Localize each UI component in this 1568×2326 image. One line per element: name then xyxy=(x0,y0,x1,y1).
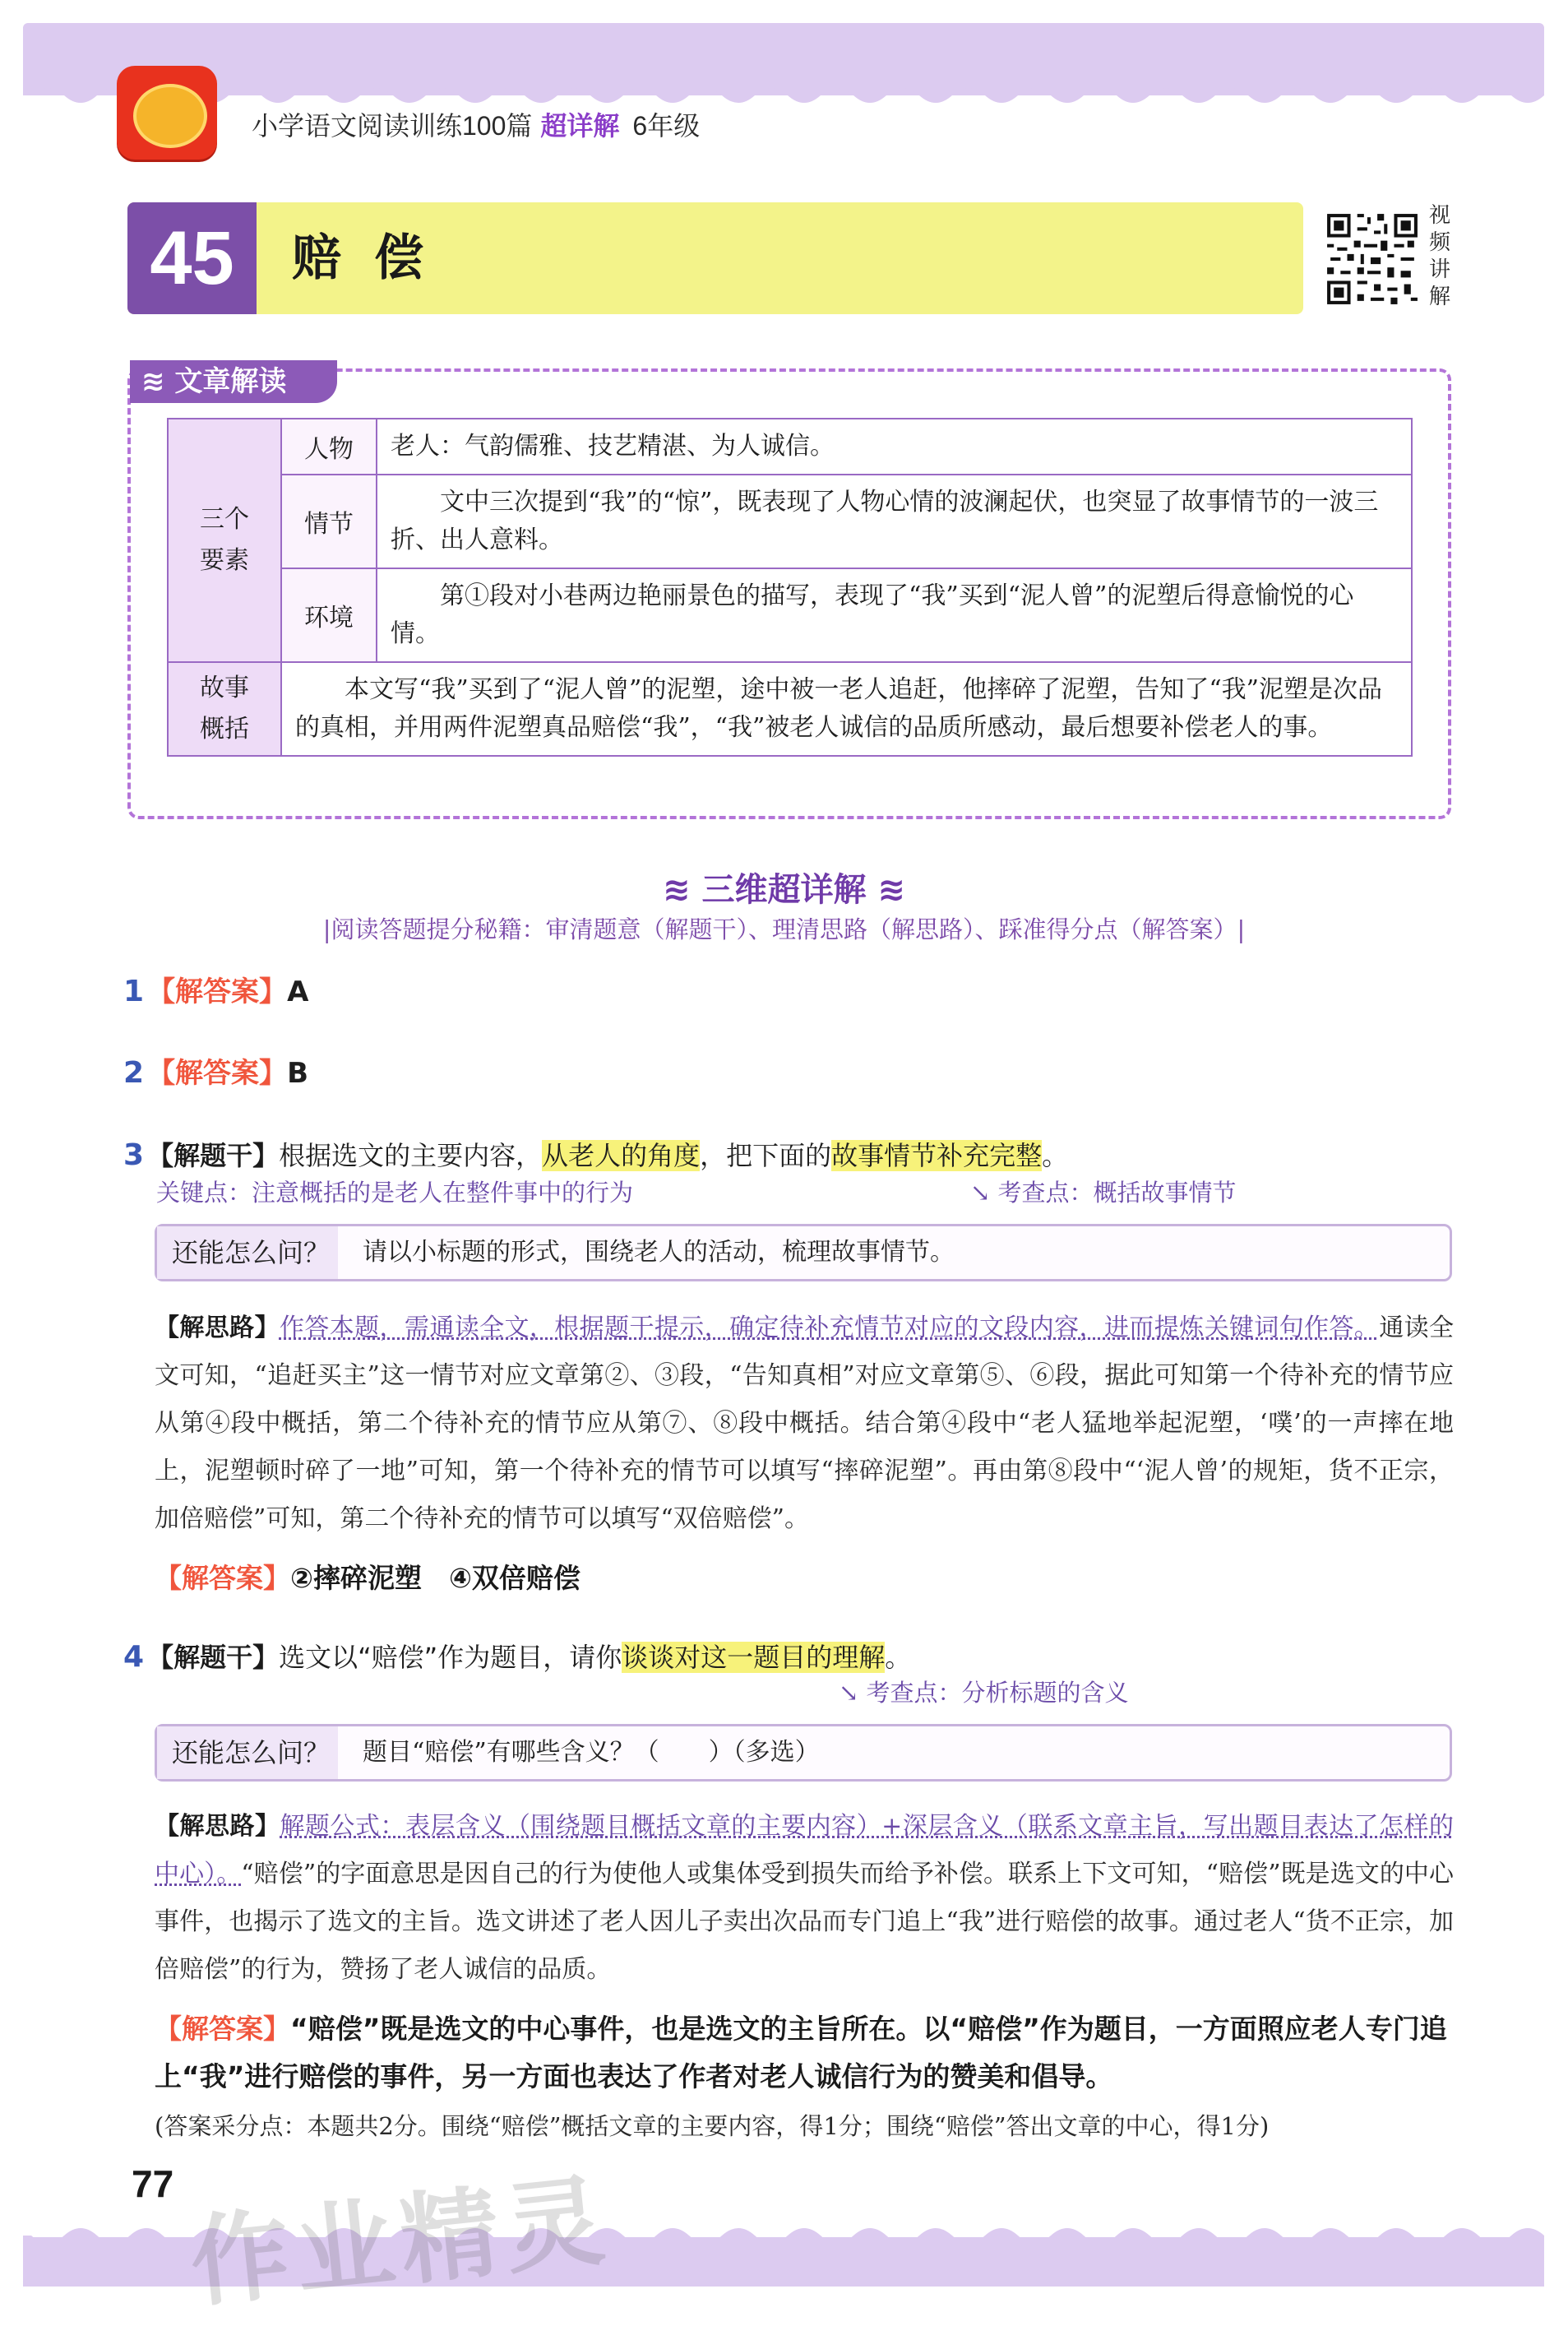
group-label-elements xyxy=(168,419,281,662)
answer-tag: 【解答案】 xyxy=(147,975,288,1008)
alt-question-box xyxy=(155,1224,1452,1281)
stem-highlight: 从老人的角度 xyxy=(542,1140,701,1171)
answer-tag: 【解答案】 xyxy=(155,1562,290,1594)
section-title: ≋ 三维超详解 ≋ xyxy=(663,871,905,909)
alt-question-tag: 还能怎么问？ xyxy=(157,1726,338,1779)
row-label-environment: 环境 xyxy=(281,568,377,662)
answer-block xyxy=(155,1555,1454,1602)
answer-block xyxy=(155,2005,1454,2101)
row-label-character: 人物 xyxy=(281,419,377,475)
table-row xyxy=(168,662,1412,756)
group-label-text: 三个要素 xyxy=(200,505,249,575)
answer-text: ②摔碎泥塑 ④双倍赔偿 xyxy=(290,1562,580,1594)
stem-text: 根据选文的主要内容， xyxy=(279,1140,543,1171)
key-point-note: 关键点：注意概括的是老人在整件事中的行为 xyxy=(156,1179,634,1207)
book-title: 小学语文阅读训练100篇 xyxy=(252,111,533,141)
row-text-environment: 第①段对小巷两边艳丽景色的描写，表现了“我”买到“泥人曾”的泥塑后得意愉悦的心情。 xyxy=(377,568,1412,662)
group-label-summary-text: 故事概括 xyxy=(200,674,249,744)
stem-highlight: 故事情节补充完整 xyxy=(831,1140,1043,1171)
idea-text: 通读全文可知，“追赶买主”这一情节对应文章第②、③段，“告知真相”对应文章第⑤、⑥段，据此可知第一个待补充的情节应从第④段中概括，第二个待补充的情节应从第⑦、⑧段中概括。结合第④段中“老人猛地举起泥塑，‘噗’的一声摔在地上，泥塑顿时碎了一地”可知，第一个待补充的情节可以填写“摔碎泥塑”。再由第⑧段中“‘泥人曾’的规矩，货不正宗，加倍赔偿”可知，第二个待补充的情节可以填写“双倍赔偿”。 xyxy=(155,1314,1455,1533)
answer-tag: 【解答案】 xyxy=(147,1057,288,1090)
stem-tag: 【解题干】 xyxy=(147,1140,280,1171)
row-text-plot: 文中三次提到“我”的“惊”，既表现了人物心情的波澜起伏，也突显了故事情节的一波三折、出人意料。 xyxy=(377,475,1412,568)
alt-question-tag: 还能怎么问？ xyxy=(157,1226,338,1279)
article-analysis-tag: ≋ 文章解读 xyxy=(130,360,337,403)
scoring-note: (答案采分点：本题共2分。围绕“赔偿”概括文章的主要内容，得1分；围绕“赔偿”答出文章的中心，得1分) xyxy=(155,2112,1270,2140)
article-analysis-tag-label: 文章解读 xyxy=(174,365,287,398)
idea-tag: 【解思路】 xyxy=(155,1314,280,1342)
qr-code-icon[interactable] xyxy=(1324,207,1421,311)
summary-text: 本文写“我”买到了“泥人曾”的泥塑，途中被一老人追赶，他摔碎了泥塑，告知了“我”泥塑是次品的真相，并用两件泥塑真品赔偿“我”，“我”被老人诚信的品质所感动，最后想要补偿老人的事。 xyxy=(281,662,1412,756)
solution-idea xyxy=(155,1304,1454,1543)
publisher-logo xyxy=(117,66,217,160)
idea-formula: 作答本题，需通读全文，根据题干提示，确定待补充情节对应的文段内容，进而提炼关键词句作答。 xyxy=(279,1314,1380,1342)
analysis-table xyxy=(167,418,1413,757)
question-number: 2 xyxy=(123,1056,145,1090)
lesson-number: 45 xyxy=(127,202,257,314)
stem-tag: 【解题干】 xyxy=(147,1642,280,1673)
exam-point-text: 考查点：分析标题的含义 xyxy=(866,1679,1129,1707)
stem-text: 选文以“赔偿”作为题目，请你 xyxy=(279,1642,622,1673)
lesson-title: 赔偿 xyxy=(292,229,456,287)
answer-tag: 【解答案】 xyxy=(155,2013,290,2045)
book-highlight: 超详解 xyxy=(540,111,620,141)
stem-highlight: 谈谈对这一题目的理解 xyxy=(622,1642,886,1673)
section-title-text: 三维超详解 xyxy=(701,871,867,909)
stem-text: 。 xyxy=(885,1642,912,1673)
question-number: 4 xyxy=(123,1640,145,1674)
question-1 xyxy=(123,969,308,1009)
row-text-character: 老人：气韵儒雅、技艺精湛、为人诚信。 xyxy=(377,419,1412,475)
answer-text: “赔偿”既是选文的中心事件，也是选文的主旨所在。以“赔偿”作为题目，一方面照应老人专门追上“我”进行赔偿的事件，另一方面也表达了作者对老人诚信行为的赞美和倡导。 xyxy=(155,2013,1447,2092)
stem-text: 。 xyxy=(1042,1140,1069,1171)
idea-formula: 解题公式：表层含义（围绕题目概括文章的主要内容）+深层含义（联系文章主旨，写出题目表达了怎样的中心）。 xyxy=(155,1812,1454,1888)
row-label-plot: 情节 xyxy=(281,475,377,568)
exam-point-note: ↘ 考查点：概括故事情节 xyxy=(970,1179,1237,1207)
question-number: 3 xyxy=(123,1138,145,1172)
stem-text: ，把下面的 xyxy=(700,1140,832,1171)
idea-text: “赔偿”的字面意思是因自己的行为使他人或集体受到损失而给予补偿。联系上下文可知，“赔偿”既是选文的中心事件，也揭示了选文的主旨。选文讲述了老人因儿子卖出次品而专门追上“我”进行赔偿的故事。通过老人“货不正宗，加倍赔偿”的行为，赞扬了老人诚信的品质。 xyxy=(155,1860,1454,1984)
question-4-stem xyxy=(123,1637,911,1675)
question-3-stem xyxy=(123,1135,1068,1173)
book-header xyxy=(252,105,700,143)
question-2 xyxy=(123,1050,308,1091)
qr-video-label: 视频讲解 xyxy=(1429,203,1451,309)
question-number: 1 xyxy=(123,975,145,1008)
exam-point-text: 考查点：概括故事情节 xyxy=(997,1179,1237,1207)
alt-question-box xyxy=(155,1724,1452,1782)
book-grade: 6年级 xyxy=(632,111,701,141)
alt-question-text: 题目“赔偿”有哪些含义？（ ）（多选） xyxy=(363,1738,820,1767)
idea-tag: 【解思路】 xyxy=(155,1812,280,1841)
solution-idea xyxy=(155,1803,1454,1994)
answer-value: B xyxy=(287,1057,308,1090)
logo-emblem xyxy=(133,84,207,148)
answer-value: A xyxy=(287,975,309,1008)
group-label-summary xyxy=(168,662,281,756)
exam-point-note: ↘ 考查点：分析标题的含义 xyxy=(839,1679,1129,1707)
table-row xyxy=(168,419,1412,475)
section-subtitle: |阅读答题提分秘籍：审清题意（解题干）、理清思路（解思路）、踩准得分点（解答案）| xyxy=(322,915,1246,943)
alt-question-text: 请以小标题的形式，围绕老人的活动，梳理故事情节。 xyxy=(363,1238,955,1267)
table-row xyxy=(168,568,1412,662)
watermark: 作业精灵 xyxy=(185,2163,616,2322)
header-band xyxy=(23,23,1544,95)
table-row xyxy=(168,475,1412,568)
page-number: 77 xyxy=(132,2162,174,2205)
